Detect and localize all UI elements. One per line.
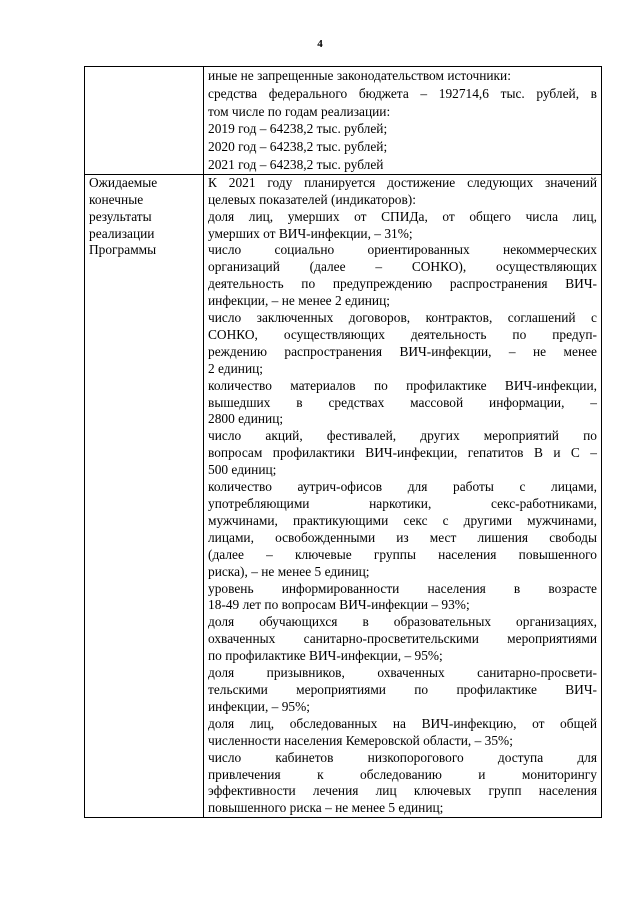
text-line: охваченных санитарно-просветительскими мероприятиями [208,631,597,647]
text-line: употребляющими наркотики, секс-работниками, [208,496,597,511]
text-line: инфекции, – не менее 2 единиц; [208,293,390,309]
text-line: 2800 единиц; [208,411,284,427]
text-line: численности населения Кемеровской области, – 35%; [208,732,513,748]
text-line: уровень информированности населения в возрасте [208,580,597,596]
text-line: число заключенных договоров, контрактов, соглашений с [208,310,597,326]
text-line: доля обучающихся в образовательных организациях, [208,614,597,630]
funding-sources-cell [204,67,602,175]
table-row-expected-results [85,174,602,817]
text-line: 2021 год – 64238,2 тыс. рублей [208,156,384,172]
text-line: том числе по годам реализации: [208,103,391,119]
text-line: иные не запрещенные законодательством источники: [208,68,511,83]
text-line: К 2021 году планируется достижение следующих значений [208,174,597,190]
text-line: количество аутрич-офисов для работы с лицами, [208,479,597,495]
text-line: 2019 год – 64238,2 тыс. рублей; [208,121,388,137]
text-line: доля призывников, охваченных санитарно-просвети- [208,665,597,681]
text-line: вышедших в средствах массовой информации, – [208,394,597,410]
row-label-line: конечные [89,191,144,207]
table-row-funding [85,67,602,175]
text-line: число акций, фестивалей, других мероприятий по [208,428,597,444]
text-line: эффективности лечения лиц ключевых групп населения [208,783,597,799]
row-label-cell [85,174,204,817]
text-line: мужчинами, практикующими секс с другими мужчинами, [208,512,597,528]
text-line: умерших от ВИЧ-инфекции, – 31%; [208,225,413,241]
text-line: инфекции, – 95%; [208,698,310,714]
text-line: риска), – не менее 5 единиц; [208,563,370,579]
text-line: привлечения к обследованию и мониторингу [208,766,597,782]
text-line: средства федерального бюджета – 192714,6 тыс. рублей, в [208,85,597,101]
row-label-line: Ожидаемые [89,174,158,190]
row-label-line: реализации [89,225,155,241]
text-line: тельскими мероприятиями по профилактике ВИЧ- [208,681,597,697]
text-line: СОНКО, осуществляющих деятельность по предуп- [208,326,597,342]
text-line: реждению распространения ВИЧ-инфекции, – не менее [208,343,597,359]
program-passport-table [84,66,602,818]
text-line: 18-49 лет по вопросам ВИЧ-инфекции – 93%; [208,597,470,613]
text-line: доля лиц, умерших от СПИДа, от общего числа лиц, [208,208,597,224]
text-line: лицами, освобожденными из мест лишения свободы [208,529,597,545]
text-line: целевых показателей (индикаторов): [208,191,416,207]
text-line: количество материалов по профилактике ВИЧ-инфекции, [208,377,597,393]
text-line: деятельность по предупреждению распространения ВИЧ- [208,276,597,292]
expected-results-cell [204,174,602,817]
text-line: повышенного риска – не менее 5 единиц; [208,800,444,816]
row-label-cell [85,67,204,175]
text-line: (далее – ключевые группы населения повышенного [208,546,597,562]
text-line: 500 единиц; [208,462,277,478]
text-line: организаций (далее – СОНКО), осуществляющих [208,259,597,275]
text-line: доля лиц, обследованных на ВИЧ-инфекцию, от общей [208,715,597,731]
text-line: по профилактике ВИЧ-инфекции, – 95%; [208,648,443,664]
text-line: вопросам профилактики ВИЧ-инфекции, гепатитов В и С – [208,445,597,461]
text-line: 2 единиц; [208,360,264,376]
text-line: число кабинетов низкопорогового доступа для [208,749,597,765]
page-number: 4 [317,38,323,50]
row-label-line: Программы [89,242,157,258]
text-line: число социально ориентированных некоммерческих [208,242,597,258]
row-label-line: результаты [89,208,152,224]
text-line: 2020 год – 64238,2 тыс. рублей; [208,139,388,155]
